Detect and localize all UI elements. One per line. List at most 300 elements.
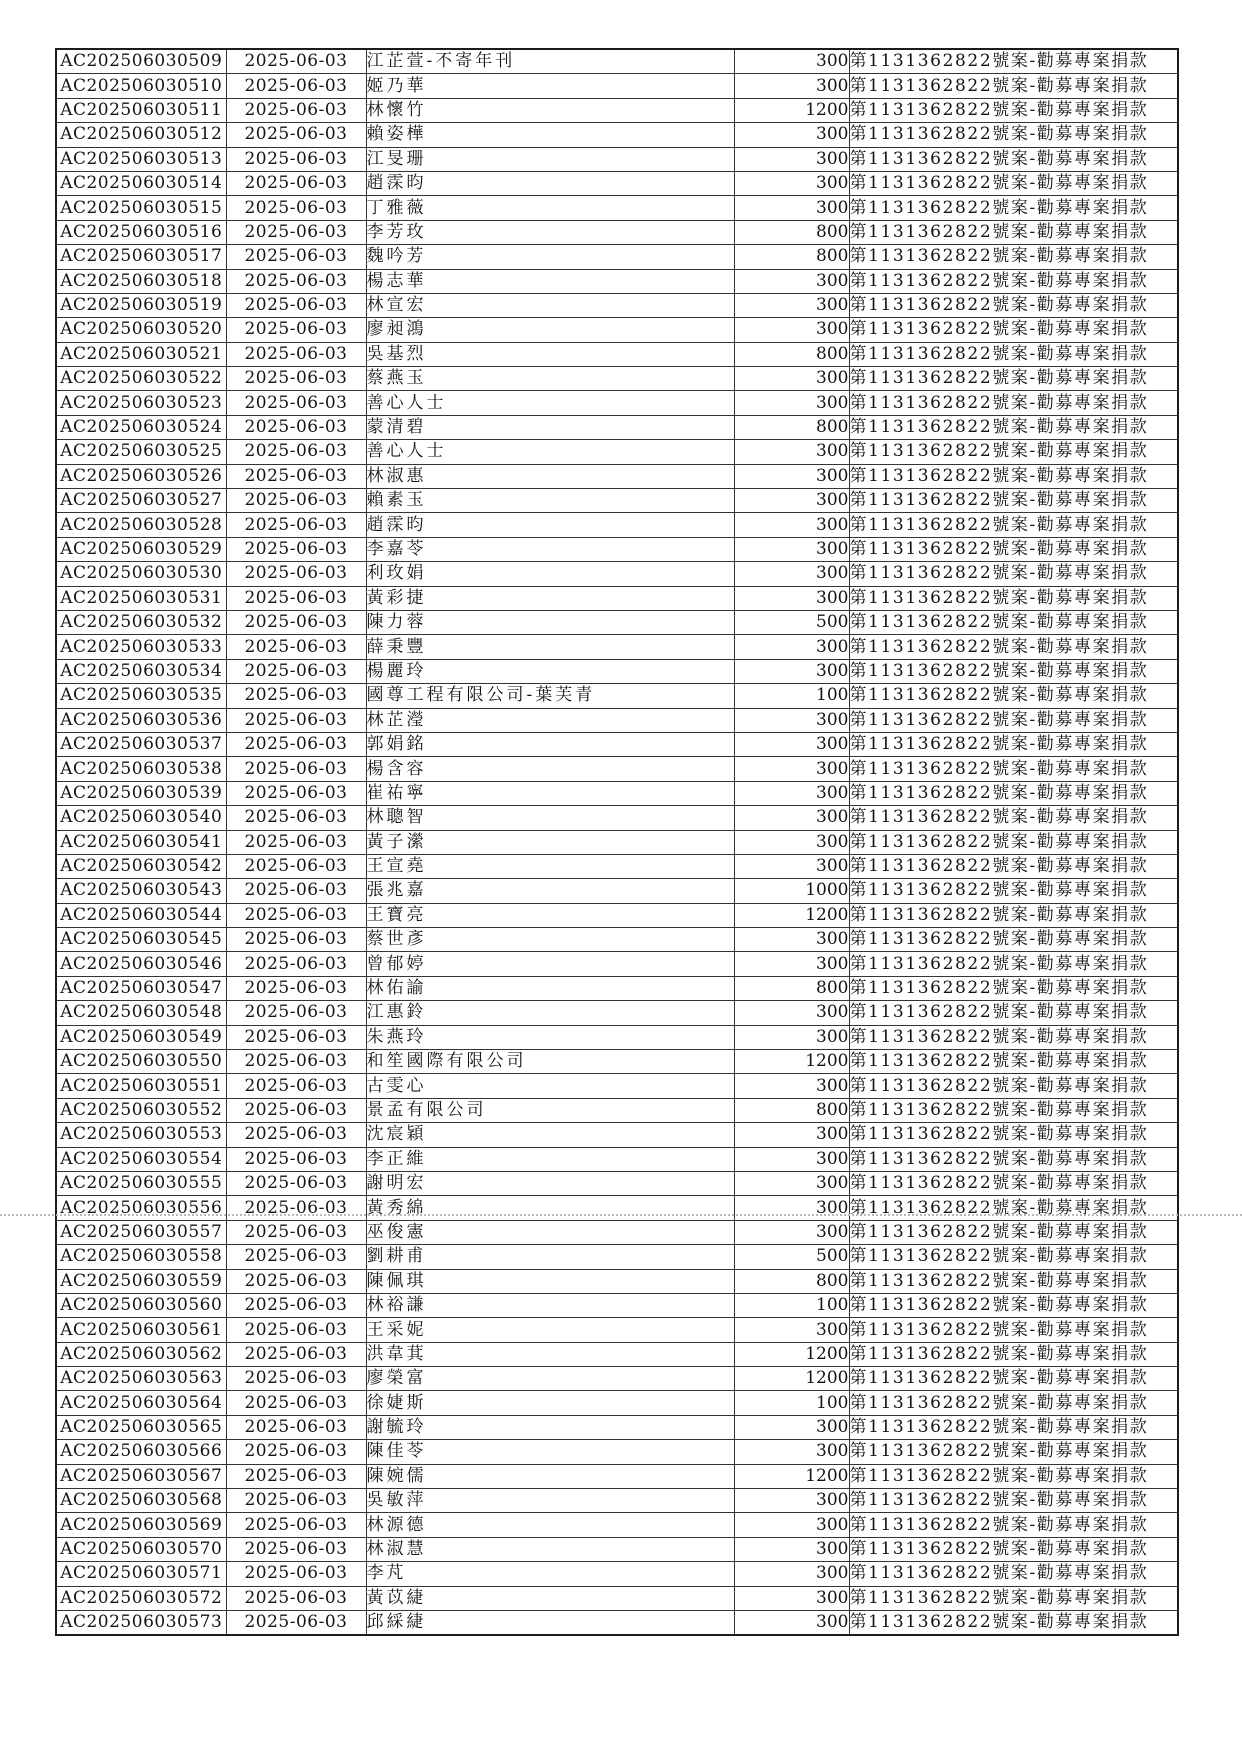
- date-cell: 2025-06-03: [226, 1440, 366, 1464]
- case-note-cell: 第1131362822號案-勸募專案捐款: [849, 74, 1178, 98]
- case-note-cell: 第1131362822號案-勸募專案捐款: [849, 1342, 1178, 1366]
- record-id-cell: AC202506030529: [56, 537, 226, 561]
- amount-cell: 300: [734, 1611, 849, 1636]
- record-id-cell: AC202506030546: [56, 952, 226, 976]
- record-id-cell: AC202506030541: [56, 830, 226, 854]
- table-row: [56, 806, 1178, 830]
- record-id-cell: AC202506030555: [56, 1171, 226, 1195]
- table-row: [56, 1269, 1178, 1293]
- record-id-cell: AC202506030512: [56, 123, 226, 147]
- date-cell: 2025-06-03: [226, 1537, 366, 1561]
- table-row: [56, 98, 1178, 122]
- amount-cell: 1200: [734, 1342, 849, 1366]
- case-note-cell: 第1131362822號案-勸募專案捐款: [849, 1464, 1178, 1488]
- case-note-cell: 第1131362822號案-勸募專案捐款: [849, 952, 1178, 976]
- amount-cell: 300: [734, 1513, 849, 1537]
- donor-name-cell: 廖榮富: [366, 1367, 734, 1391]
- amount-cell: 300: [734, 757, 849, 781]
- case-note-cell: 第1131362822號案-勸募專案捐款: [849, 1513, 1178, 1537]
- amount-cell: 300: [734, 1220, 849, 1244]
- case-note-cell: 第1131362822號案-勸募專案捐款: [849, 1391, 1178, 1415]
- table-row: [56, 367, 1178, 391]
- date-cell: 2025-06-03: [226, 1513, 366, 1537]
- case-note-cell: 第1131362822號案-勸募專案捐款: [849, 976, 1178, 1000]
- case-note-cell: 第1131362822號案-勸募專案捐款: [849, 1293, 1178, 1317]
- record-id-cell: AC202506030521: [56, 342, 226, 366]
- record-id-cell: AC202506030572: [56, 1586, 226, 1610]
- date-cell: 2025-06-03: [226, 976, 366, 1000]
- date-cell: 2025-06-03: [226, 1196, 366, 1220]
- record-id-cell: AC202506030568: [56, 1489, 226, 1513]
- donor-name-cell: 陳婉儒: [366, 1464, 734, 1488]
- donor-name-cell: 利玫娟: [366, 562, 734, 586]
- date-cell: 2025-06-03: [226, 1391, 366, 1415]
- date-cell: 2025-06-03: [226, 513, 366, 537]
- amount-cell: 300: [734, 513, 849, 537]
- donor-name-cell: 和笙國際有限公司: [366, 1050, 734, 1074]
- date-cell: 2025-06-03: [226, 806, 366, 830]
- donor-name-cell: 林聰智: [366, 806, 734, 830]
- table-row: [56, 781, 1178, 805]
- amount-cell: 300: [734, 537, 849, 561]
- case-note-cell: 第1131362822號案-勸募專案捐款: [849, 342, 1178, 366]
- record-id-cell: AC202506030539: [56, 781, 226, 805]
- record-id-cell: AC202506030523: [56, 391, 226, 415]
- record-id-cell: AC202506030550: [56, 1050, 226, 1074]
- amount-cell: 100: [734, 1391, 849, 1415]
- donor-name-cell: 徐婕斯: [366, 1391, 734, 1415]
- amount-cell: 1200: [734, 98, 849, 122]
- case-note-cell: 第1131362822號案-勸募專案捐款: [849, 1147, 1178, 1171]
- table-row: [56, 220, 1178, 244]
- date-cell: 2025-06-03: [226, 562, 366, 586]
- case-note-cell: 第1131362822號案-勸募專案捐款: [849, 1537, 1178, 1561]
- case-note-cell: 第1131362822號案-勸募專案捐款: [849, 1074, 1178, 1098]
- donor-name-cell: 黃秀綿: [366, 1196, 734, 1220]
- date-cell: 2025-06-03: [226, 171, 366, 195]
- case-note-cell: 第1131362822號案-勸募專案捐款: [849, 1171, 1178, 1195]
- record-id-cell: AC202506030564: [56, 1391, 226, 1415]
- amount-cell: 300: [734, 391, 849, 415]
- amount-cell: 1200: [734, 1367, 849, 1391]
- case-note-cell: 第1131362822號案-勸募專案捐款: [849, 684, 1178, 708]
- amount-cell: 800: [734, 245, 849, 269]
- date-cell: 2025-06-03: [226, 1415, 366, 1439]
- date-cell: 2025-06-03: [226, 1367, 366, 1391]
- case-note-cell: 第1131362822號案-勸募專案捐款: [849, 196, 1178, 220]
- table-row: [56, 1537, 1178, 1561]
- record-id-cell: AC202506030517: [56, 245, 226, 269]
- date-cell: 2025-06-03: [226, 293, 366, 317]
- record-id-cell: AC202506030560: [56, 1293, 226, 1317]
- case-note-cell: 第1131362822號案-勸募專案捐款: [849, 903, 1178, 927]
- case-note-cell: 第1131362822號案-勸募專案捐款: [849, 1367, 1178, 1391]
- record-id-cell: AC202506030515: [56, 196, 226, 220]
- date-cell: 2025-06-03: [226, 1611, 366, 1636]
- case-note-cell: 第1131362822號案-勸募專案捐款: [849, 171, 1178, 195]
- case-note-cell: 第1131362822號案-勸募專案捐款: [849, 1001, 1178, 1025]
- table-row: [56, 952, 1178, 976]
- table-row: [56, 610, 1178, 634]
- date-cell: 2025-06-03: [226, 1293, 366, 1317]
- amount-cell: 300: [734, 1562, 849, 1586]
- donor-name-cell: 蔡燕玉: [366, 367, 734, 391]
- donor-name-cell: 楊志華: [366, 269, 734, 293]
- case-note-cell: 第1131362822號案-勸募專案捐款: [849, 635, 1178, 659]
- date-cell: 2025-06-03: [226, 537, 366, 561]
- record-id-cell: AC202506030522: [56, 367, 226, 391]
- donor-name-cell: 廖昶鴻: [366, 318, 734, 342]
- table-row: [56, 1611, 1178, 1636]
- table-row: [56, 171, 1178, 195]
- date-cell: 2025-06-03: [226, 489, 366, 513]
- donor-name-cell: 魏吟芳: [366, 245, 734, 269]
- table-row: [56, 147, 1178, 171]
- amount-cell: 300: [734, 952, 849, 976]
- record-id-cell: AC202506030549: [56, 1025, 226, 1049]
- table-row: [56, 1489, 1178, 1513]
- donor-name-cell: 善心人士: [366, 440, 734, 464]
- table-row: [56, 1074, 1178, 1098]
- case-note-cell: 第1131362822號案-勸募專案捐款: [849, 1611, 1178, 1636]
- donor-name-cell: 謝毓玲: [366, 1415, 734, 1439]
- record-id-cell: AC202506030553: [56, 1123, 226, 1147]
- donor-name-cell: 陳佩琪: [366, 1269, 734, 1293]
- case-note-cell: 第1131362822號案-勸募專案捐款: [849, 391, 1178, 415]
- record-id-cell: AC202506030573: [56, 1611, 226, 1636]
- amount-cell: 300: [734, 1415, 849, 1439]
- amount-cell: 300: [734, 854, 849, 878]
- date-cell: 2025-06-03: [226, 635, 366, 659]
- date-cell: 2025-06-03: [226, 732, 366, 756]
- donor-name-cell: 林裕謙: [366, 1293, 734, 1317]
- donor-name-cell: 吳敏萍: [366, 1489, 734, 1513]
- case-note-cell: 第1131362822號案-勸募專案捐款: [849, 659, 1178, 683]
- record-id-cell: AC202506030554: [56, 1147, 226, 1171]
- donor-name-cell: 邱綵緁: [366, 1611, 734, 1636]
- amount-cell: 300: [734, 367, 849, 391]
- date-cell: 2025-06-03: [226, 610, 366, 634]
- table-row: [56, 879, 1178, 903]
- donor-name-cell: 黃彩捷: [366, 586, 734, 610]
- date-cell: 2025-06-03: [226, 1074, 366, 1098]
- case-note-cell: 第1131362822號案-勸募專案捐款: [849, 781, 1178, 805]
- amount-cell: 300: [734, 586, 849, 610]
- date-cell: 2025-06-03: [226, 1342, 366, 1366]
- record-id-cell: AC202506030518: [56, 269, 226, 293]
- record-id-cell: AC202506030531: [56, 586, 226, 610]
- table-row: [56, 635, 1178, 659]
- record-id-cell: AC202506030516: [56, 220, 226, 244]
- date-cell: 2025-06-03: [226, 1586, 366, 1610]
- date-cell: 2025-06-03: [226, 1245, 366, 1269]
- amount-cell: 300: [734, 708, 849, 732]
- donor-name-cell: 賴姿樺: [366, 123, 734, 147]
- date-cell: 2025-06-03: [226, 952, 366, 976]
- case-note-cell: 第1131362822號案-勸募專案捐款: [849, 1050, 1178, 1074]
- record-id-cell: AC202506030561: [56, 1318, 226, 1342]
- donor-name-cell: 善心人士: [366, 391, 734, 415]
- record-id-cell: AC202506030551: [56, 1074, 226, 1098]
- record-id-cell: AC202506030565: [56, 1415, 226, 1439]
- record-id-cell: AC202506030514: [56, 171, 226, 195]
- table-row: [56, 1293, 1178, 1317]
- donor-name-cell: 李芳玫: [366, 220, 734, 244]
- amount-cell: 300: [734, 1001, 849, 1025]
- date-cell: 2025-06-03: [226, 1098, 366, 1122]
- case-note-cell: 第1131362822號案-勸募專案捐款: [849, 586, 1178, 610]
- amount-cell: 300: [734, 1074, 849, 1098]
- record-id-cell: AC202506030562: [56, 1342, 226, 1366]
- amount-cell: 1200: [734, 903, 849, 927]
- donor-name-cell: 王采妮: [366, 1318, 734, 1342]
- amount-cell: 300: [734, 732, 849, 756]
- donor-name-cell: 林宣宏: [366, 293, 734, 317]
- amount-cell: 1200: [734, 1464, 849, 1488]
- date-cell: 2025-06-03: [226, 757, 366, 781]
- amount-cell: 300: [734, 562, 849, 586]
- table-row: [56, 854, 1178, 878]
- case-note-cell: 第1131362822號案-勸募專案捐款: [849, 293, 1178, 317]
- date-cell: 2025-06-03: [226, 586, 366, 610]
- donor-name-cell: 洪韋萁: [366, 1342, 734, 1366]
- date-cell: 2025-06-03: [226, 659, 366, 683]
- record-id-cell: AC202506030545: [56, 928, 226, 952]
- donor-name-cell: 沈宸穎: [366, 1123, 734, 1147]
- table-row: [56, 245, 1178, 269]
- donor-name-cell: 姬乃華: [366, 74, 734, 98]
- table-row: [56, 1391, 1178, 1415]
- record-id-cell: AC202506030535: [56, 684, 226, 708]
- amount-cell: 800: [734, 976, 849, 1000]
- donor-name-cell: 黃子瀠: [366, 830, 734, 854]
- record-id-cell: AC202506030566: [56, 1440, 226, 1464]
- case-note-cell: 第1131362822號案-勸募專案捐款: [849, 1123, 1178, 1147]
- case-note-cell: 第1131362822號案-勸募專案捐款: [849, 830, 1178, 854]
- case-note-cell: 第1131362822號案-勸募專案捐款: [849, 1318, 1178, 1342]
- case-note-cell: 第1131362822號案-勸募專案捐款: [849, 1489, 1178, 1513]
- amount-cell: 100: [734, 684, 849, 708]
- donor-name-cell: 王寶亮: [366, 903, 734, 927]
- date-cell: 2025-06-03: [226, 49, 366, 74]
- case-note-cell: 第1131362822號案-勸募專案捐款: [849, 49, 1178, 74]
- table-row: [56, 537, 1178, 561]
- table-row: [56, 391, 1178, 415]
- donor-name-cell: 江芷萱-不寄年刊: [366, 49, 734, 74]
- donor-name-cell: 朱燕玲: [366, 1025, 734, 1049]
- record-id-cell: AC202506030536: [56, 708, 226, 732]
- record-id-cell: AC202506030513: [56, 147, 226, 171]
- table-row: [56, 1415, 1178, 1439]
- table-row: [56, 415, 1178, 439]
- table-row: [56, 1196, 1178, 1220]
- donor-name-cell: 楊麗玲: [366, 659, 734, 683]
- case-note-cell: 第1131362822號案-勸募專案捐款: [849, 732, 1178, 756]
- donor-name-cell: 曾郁婷: [366, 952, 734, 976]
- date-cell: 2025-06-03: [226, 708, 366, 732]
- table-row: [56, 1050, 1178, 1074]
- record-id-cell: AC202506030556: [56, 1196, 226, 1220]
- date-cell: 2025-06-03: [226, 464, 366, 488]
- amount-cell: 300: [734, 928, 849, 952]
- date-cell: 2025-06-03: [226, 74, 366, 98]
- table-row: [56, 1342, 1178, 1366]
- case-note-cell: 第1131362822號案-勸募專案捐款: [849, 415, 1178, 439]
- case-note-cell: 第1131362822號案-勸募專案捐款: [849, 489, 1178, 513]
- date-cell: 2025-06-03: [226, 1171, 366, 1195]
- amount-cell: 300: [734, 830, 849, 854]
- table-row: [56, 1001, 1178, 1025]
- record-id-cell: AC202506030544: [56, 903, 226, 927]
- case-note-cell: 第1131362822號案-勸募專案捐款: [849, 1220, 1178, 1244]
- amount-cell: 300: [734, 293, 849, 317]
- date-cell: 2025-06-03: [226, 1269, 366, 1293]
- table-row: [56, 1245, 1178, 1269]
- record-id-cell: AC202506030525: [56, 440, 226, 464]
- amount-cell: 300: [734, 635, 849, 659]
- date-cell: 2025-06-03: [226, 830, 366, 854]
- donor-name-cell: 薛秉豐: [366, 635, 734, 659]
- donor-name-cell: 吳基烈: [366, 342, 734, 366]
- date-cell: 2025-06-03: [226, 415, 366, 439]
- record-id-cell: AC202506030552: [56, 1098, 226, 1122]
- record-id-cell: AC202506030510: [56, 74, 226, 98]
- amount-cell: 300: [734, 196, 849, 220]
- date-cell: 2025-06-03: [226, 854, 366, 878]
- table-row: [56, 928, 1178, 952]
- case-note-cell: 第1131362822號案-勸募專案捐款: [849, 464, 1178, 488]
- case-note-cell: 第1131362822號案-勸募專案捐款: [849, 1245, 1178, 1269]
- record-id-cell: AC202506030543: [56, 879, 226, 903]
- table-row: [56, 342, 1178, 366]
- case-note-cell: 第1131362822號案-勸募專案捐款: [849, 1025, 1178, 1049]
- case-note-cell: 第1131362822號案-勸募專案捐款: [849, 269, 1178, 293]
- date-cell: 2025-06-03: [226, 879, 366, 903]
- record-id-cell: AC202506030524: [56, 415, 226, 439]
- donor-name-cell: 陳佳苓: [366, 1440, 734, 1464]
- table-row: [56, 513, 1178, 537]
- donation-table-body: [56, 49, 1178, 1635]
- date-cell: 2025-06-03: [226, 1001, 366, 1025]
- donor-name-cell: 楊含容: [366, 757, 734, 781]
- table-row: [56, 196, 1178, 220]
- case-note-cell: 第1131362822號案-勸募專案捐款: [849, 1586, 1178, 1610]
- amount-cell: 300: [734, 269, 849, 293]
- date-cell: 2025-06-03: [226, 1489, 366, 1513]
- amount-cell: 300: [734, 147, 849, 171]
- amount-cell: 800: [734, 1269, 849, 1293]
- record-id-cell: AC202506030548: [56, 1001, 226, 1025]
- case-note-cell: 第1131362822號案-勸募專案捐款: [849, 757, 1178, 781]
- donor-name-cell: 劉耕甫: [366, 1245, 734, 1269]
- date-cell: 2025-06-03: [226, 1464, 366, 1488]
- date-cell: 2025-06-03: [226, 391, 366, 415]
- amount-cell: 800: [734, 1098, 849, 1122]
- record-id-cell: AC202506030567: [56, 1464, 226, 1488]
- amount-cell: 300: [734, 440, 849, 464]
- case-note-cell: 第1131362822號案-勸募專案捐款: [849, 98, 1178, 122]
- date-cell: 2025-06-03: [226, 928, 366, 952]
- date-cell: 2025-06-03: [226, 147, 366, 171]
- donor-name-cell: 林佑諭: [366, 976, 734, 1000]
- date-cell: 2025-06-03: [226, 1025, 366, 1049]
- table-row: [56, 830, 1178, 854]
- amount-cell: 300: [734, 489, 849, 513]
- table-row: [56, 440, 1178, 464]
- table-row: [56, 708, 1178, 732]
- donor-name-cell: 林懷竹: [366, 98, 734, 122]
- record-id-cell: AC202506030538: [56, 757, 226, 781]
- case-note-cell: 第1131362822號案-勸募專案捐款: [849, 147, 1178, 171]
- date-cell: 2025-06-03: [226, 1318, 366, 1342]
- table-row: [56, 1025, 1178, 1049]
- amount-cell: 300: [734, 659, 849, 683]
- date-cell: 2025-06-03: [226, 123, 366, 147]
- record-id-cell: AC202506030527: [56, 489, 226, 513]
- case-note-cell: 第1131362822號案-勸募專案捐款: [849, 1269, 1178, 1293]
- date-cell: 2025-06-03: [226, 440, 366, 464]
- donor-name-cell: 巫俊憲: [366, 1220, 734, 1244]
- donor-name-cell: 江惠鈴: [366, 1001, 734, 1025]
- case-note-cell: 第1131362822號案-勸募專案捐款: [849, 220, 1178, 244]
- record-id-cell: AC202506030547: [56, 976, 226, 1000]
- amount-cell: 1200: [734, 1050, 849, 1074]
- donor-name-cell: 郭娟銘: [366, 732, 734, 756]
- case-note-cell: 第1131362822號案-勸募專案捐款: [849, 318, 1178, 342]
- amount-cell: 500: [734, 610, 849, 634]
- case-note-cell: 第1131362822號案-勸募專案捐款: [849, 1196, 1178, 1220]
- amount-cell: 300: [734, 1147, 849, 1171]
- donor-name-cell: 趙霂昀: [366, 171, 734, 195]
- case-note-cell: 第1131362822號案-勸募專案捐款: [849, 562, 1178, 586]
- record-id-cell: AC202506030537: [56, 732, 226, 756]
- donor-name-cell: 張兆嘉: [366, 879, 734, 903]
- table-row: [56, 74, 1178, 98]
- table-row: [56, 1440, 1178, 1464]
- table-row: [56, 1513, 1178, 1537]
- record-id-cell: AC202506030571: [56, 1562, 226, 1586]
- table-row: [56, 464, 1178, 488]
- table-row: [56, 1562, 1178, 1586]
- case-note-cell: 第1131362822號案-勸募專案捐款: [849, 854, 1178, 878]
- table-row: [56, 269, 1178, 293]
- amount-cell: 300: [734, 1440, 849, 1464]
- record-id-cell: AC202506030559: [56, 1269, 226, 1293]
- date-cell: 2025-06-03: [226, 245, 366, 269]
- case-note-cell: 第1131362822號案-勸募專案捐款: [849, 367, 1178, 391]
- amount-cell: 300: [734, 49, 849, 74]
- donor-name-cell: 蒙清碧: [366, 415, 734, 439]
- case-note-cell: 第1131362822號案-勸募專案捐款: [849, 1440, 1178, 1464]
- record-id-cell: AC202506030534: [56, 659, 226, 683]
- amount-cell: 800: [734, 220, 849, 244]
- donor-name-cell: 林芷瀅: [366, 708, 734, 732]
- case-note-cell: 第1131362822號案-勸募專案捐款: [849, 879, 1178, 903]
- date-cell: 2025-06-03: [226, 781, 366, 805]
- donation-table: [55, 48, 1179, 1636]
- record-id-cell: AC202506030511: [56, 98, 226, 122]
- donor-name-cell: 李芃: [366, 1562, 734, 1586]
- date-cell: 2025-06-03: [226, 1220, 366, 1244]
- date-cell: 2025-06-03: [226, 342, 366, 366]
- donor-name-cell: 賴素玉: [366, 489, 734, 513]
- record-id-cell: AC202506030519: [56, 293, 226, 317]
- date-cell: 2025-06-03: [226, 1123, 366, 1147]
- table-row: [56, 1318, 1178, 1342]
- amount-cell: 800: [734, 415, 849, 439]
- table-row: [56, 562, 1178, 586]
- record-id-cell: AC202506030557: [56, 1220, 226, 1244]
